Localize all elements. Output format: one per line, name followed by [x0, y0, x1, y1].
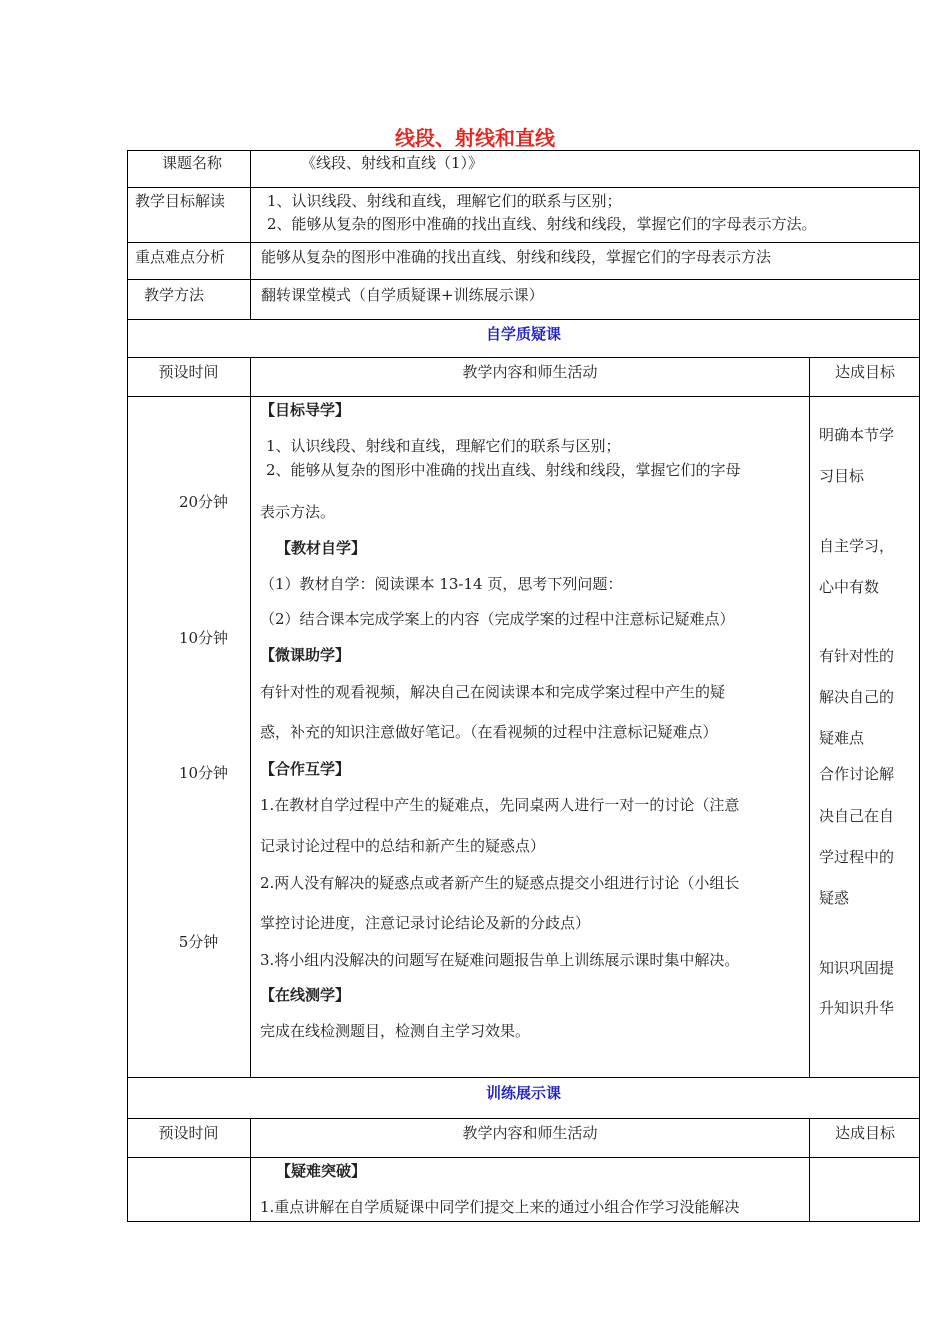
heading-micro-lesson: 【微课助学】	[260, 646, 351, 664]
time-value: 10分钟	[178, 629, 229, 647]
section-title-self-study: 自学质疑课	[485, 325, 561, 343]
col-header-time: 预设时间	[158, 1124, 219, 1142]
method-value: 翻转课堂模式（自学质疑课+训练展示课）	[261, 286, 544, 304]
content-line: 记录讨论过程中的总结和新产生的疑惑点）	[260, 837, 546, 855]
goal-text: 有针对性的	[819, 647, 895, 665]
content-line: 掌控讨论进度，注意记录讨论结论及新的分歧点）	[260, 914, 591, 932]
content-line: 1、认识线段、射线和直线，理解它们的联系与区别；	[266, 437, 621, 455]
heading-online-test: 【在线测学】	[260, 986, 351, 1004]
goal-label: 教学目标解读	[135, 192, 226, 210]
goal-text: 升知识升华	[819, 999, 895, 1017]
goal-text: 自主学习，	[819, 537, 895, 555]
section-title-training: 训练展示课	[485, 1084, 561, 1102]
time-value: 10分钟	[178, 764, 229, 782]
goal-text: 合作讨论解	[819, 765, 895, 783]
content-line: 1.重点讲解在自学质疑课中同学们提交上来的通过小组合作学习没能解决	[260, 1198, 740, 1216]
goal-text: 明确本节学	[819, 426, 895, 444]
content-line: 惑，补充的知识注意做好笔记。（在看视频的过程中注意标记疑难点）	[260, 723, 718, 741]
heading-difficulty-breakthrough: 【疑难突破】	[276, 1162, 367, 1180]
goal-line: 1、认识线段、射线和直线，理解它们的联系与区别；	[267, 192, 622, 210]
goal-text: 疑难点	[819, 729, 865, 747]
goal-text: 解决自己的	[819, 688, 895, 706]
goal-text: 疑惑	[819, 889, 850, 907]
goal-text: 知识巩固提	[819, 959, 895, 977]
content-line: （1）教材自学：阅读课本 13-14 页，思考下列问题：	[260, 575, 623, 593]
time-value: 5分钟	[178, 933, 219, 951]
content-line: 1.在教材自学过程中产生的疑难点，先同桌两人进行一对一的讨论（注意	[260, 796, 740, 814]
content-line: 3.将小组内没解决的问题写在疑难问题报告单上训练展示课时集中解决。	[260, 951, 740, 969]
lesson-plan-table	[127, 150, 920, 1222]
col-header-time: 预设时间	[158, 363, 219, 381]
time-value: 20分钟	[178, 493, 229, 511]
col-header-goal: 达成目标	[834, 363, 895, 381]
method-label: 教学方法	[144, 286, 205, 304]
heading-cooperative-study: 【合作互学】	[260, 760, 351, 778]
content-line: 有针对性的观看视频，解决自己在阅读课本和完成学案过程中产生的疑	[260, 683, 726, 701]
goal-line: 2、能够从复杂的图形中准确的找出直线、射线和线段，掌握它们的字母表示方法。	[267, 215, 817, 233]
focus-value: 能够从复杂的图形中准确的找出直线、射线和线段，掌握它们的字母表示方法	[261, 248, 772, 266]
content-line: 表示方法。	[260, 503, 336, 521]
content-line: （2）结合课本完成学案上的内容（完成学案的过程中注意标记疑难点）	[260, 610, 735, 628]
col-header-content: 教学内容和师生活动	[462, 1124, 598, 1142]
goal-text: 决自己在自	[819, 807, 895, 825]
content-line: 2.两人没有解决的疑惑点或者新产生的疑惑点提交小组进行讨论（小组长	[260, 874, 740, 892]
col-header-goal: 达成目标	[834, 1124, 895, 1142]
topic-label: 课题名称	[162, 154, 223, 172]
focus-label: 重点难点分析	[135, 248, 226, 266]
content-line: 完成在线检测题目，检测自主学习效果。	[260, 1022, 531, 1040]
content-line: 2、能够从复杂的图形中准确的找出直线、射线和线段，掌握它们的字母	[266, 461, 741, 479]
heading-goal-guide: 【目标导学】	[260, 401, 351, 419]
goal-text: 学过程中的	[819, 848, 895, 866]
col-header-content: 教学内容和师生活动	[462, 363, 598, 381]
page-title: 线段、射线和直线	[395, 126, 555, 150]
goal-text: 习目标	[819, 467, 865, 485]
topic-value: 《线段、射线和直线（1）》	[301, 154, 484, 172]
goal-text: 心中有数	[819, 578, 880, 596]
heading-textbook-study: 【教材自学】	[276, 539, 367, 557]
